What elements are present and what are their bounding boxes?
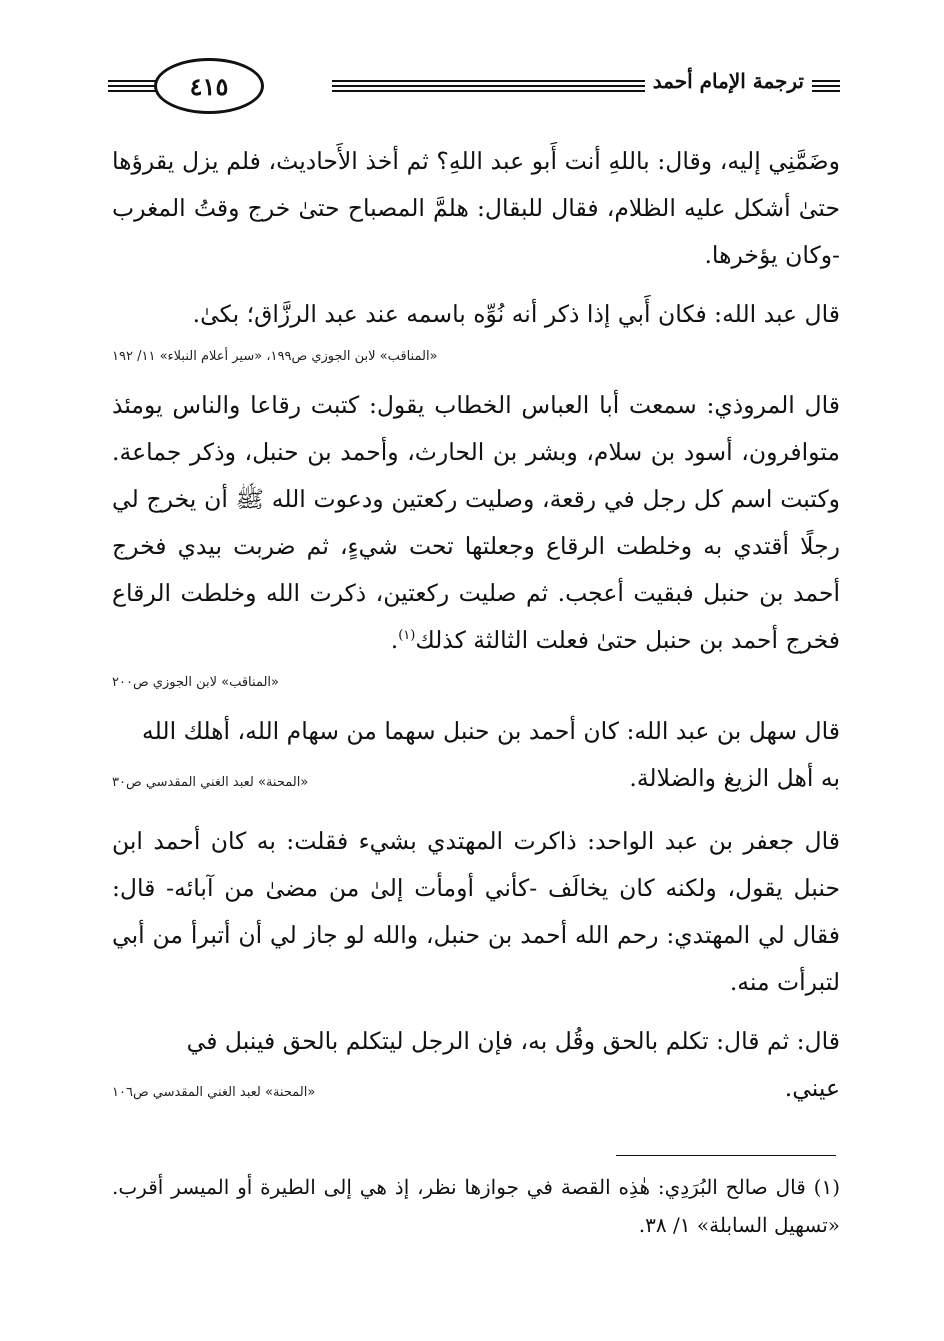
- source-citation: «المحنة» لعبد الغني المقدسي ص٣٠: [112, 775, 309, 790]
- paragraph-end-line: به أهل الزيغ والضلالة.: [629, 764, 840, 792]
- page-header: [108, 55, 840, 125]
- paragraph: وضَمَّنِي إليه، وقال: باللهِ أنت أَبو عبد اللهِ؟ ثم أخذ الأَحاديث، فلم يزل يقرؤها حتىٰ أشكل عليه الظلام، فقال للبقال: هلمَّ المصباح حتىٰ خرج وقتُ المغرب -وكان يؤخرها.: [112, 147, 840, 269]
- footnote-marker: (١): [398, 628, 416, 644]
- main-text: [112, 138, 840, 1128]
- paragraph: قال جعفر بن عبد الواحد: ذاكرت المهتدي بشيء فقلت: به كان أحمد ابن حنبل يقول، ولكنه كان يخالَف -كأني أومأت إلىٰ من مضىٰ من آبائه- قال: فقال لي المهتدي: رحم الله أحمد بن حنبل، والله لو جاز لي أن أتبرأ من أبي لتبرأت منه.: [112, 827, 840, 996]
- source-citation: «المناقب» لابن الجوزي ص٢٠٠: [112, 675, 279, 690]
- paragraph-end-line: عيني.: [784, 1074, 840, 1102]
- paragraph: قال عبد الله: فكان أَبي إذا ذكر أنه نُوِّه باسمه عند عبد الرزَّاق؛ بكىٰ.: [192, 300, 840, 328]
- source-citation: «المناقب» لابن الجوزي ص١٩٩، «سير أعلام النبلاء» ١١/ ١٩٢: [112, 349, 438, 364]
- paragraph-end: .: [390, 626, 399, 654]
- paragraph-with-citation: [112, 1065, 840, 1116]
- source-citation: «المحنة» لعبد الغني المقدسي ص١٠٦: [112, 1085, 316, 1100]
- footnote-separator: [616, 1155, 836, 1156]
- footnote-text: قال صالح البُرَدِي: هٰذِه القصة في جوازها نظر، إذ هي إلى الطيرة أو الميسر أقرب. «تسهيل السابلة» ١/ ٣٨.: [112, 1175, 840, 1237]
- paragraph-text: قال المروذي: سمعت أبا العباس الخطاب يقول: كتبت رقاعا والناس يومئذ متوافرون، أسود بن سلام، وبشر بن الحارث، وأحمد بن حنبل، وذكر جماعة. وكتبت اسم كل رجل في رقعة، وصليت ركعتين ودعوت الله ﷺ أن يخرج لي رجلًا أقتدي به وخلطت الرقاع وجعلتها تحت شيءٍ، ثم ضربت بيدي فخرج أحمد بن حنبل فبقيت أعجب. ثم صليت ركعتين، ذكرت الله وخلطت الرقاع فخرج أحمد بن حنبل حتىٰ فعلت الثالثة كذلك: [112, 391, 840, 654]
- running-title: ترجمة الإمام أحمد: [645, 69, 812, 93]
- page-number: ٤١٥: [154, 58, 264, 114]
- paragraph: قال سهل بن عبد الله: كان أحمد بن حنبل سهما من سهام الله، أهلك الله: [142, 717, 840, 745]
- paragraph: [112, 382, 840, 664]
- footnote-number: (١): [813, 1175, 840, 1199]
- paragraph: قال: ثم قال: تكلم بالحق وقُل به، فإن الرجل ليتكلم بالحق فينبل في: [186, 1027, 840, 1055]
- header-rule-left: [108, 80, 156, 92]
- footnote: [112, 1168, 840, 1244]
- paragraph-with-citation: [112, 755, 840, 806]
